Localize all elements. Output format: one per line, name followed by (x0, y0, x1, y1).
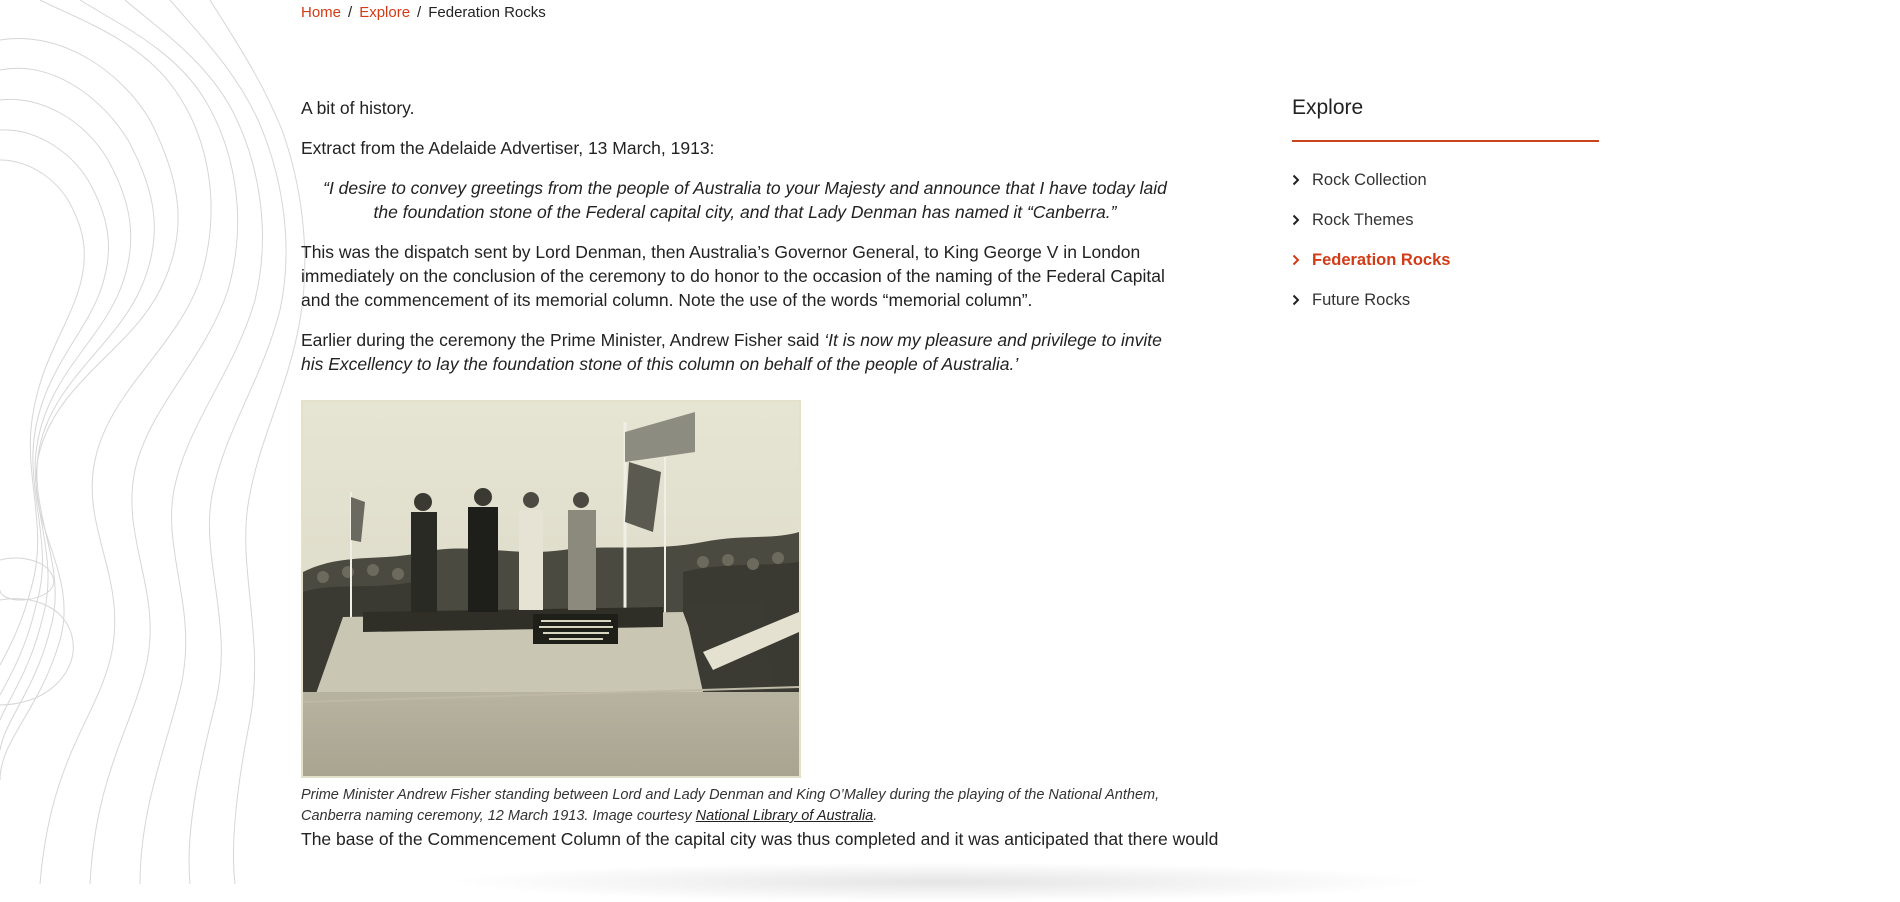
closing-paragraph: The base of the Commencement Column of the capital city was thus completed and it was anticipated that there would (301, 829, 1219, 849)
breadcrumb-separator: / (417, 4, 422, 21)
sidebar-item-future-rocks[interactable] (1292, 280, 1599, 320)
caption-text: Prime Minister Andrew Fisher standing between Lord and Lady Denman and King O’Malley during the playing of the National Anthem, Canberra naming ceremony, 12 March 1913. Image courtesy (301, 787, 1160, 824)
chevron-right-icon (1292, 214, 1302, 226)
sidebar-item-label: Rock Collection (1312, 170, 1427, 189)
sidebar-item-rock-themes[interactable] (1292, 200, 1599, 240)
sidebar-item-label: Future Rocks (1312, 290, 1411, 309)
explore-sidebar (1292, 96, 1599, 320)
chevron-right-icon (1292, 294, 1302, 306)
dispatch-quote: “I desire to convey greetings from the people of Australia to your Majesty and announce that I have today laid the foundation stone of the Federal capital city, and that Lady Denman has named it “Canberra.” (323, 178, 1167, 222)
article-content (301, 96, 1219, 867)
dispatch-paragraph: This was the dispatch sent by Lord Denman, then Australia’s Governor General, to King George V in London immediately on the conclusion of the ceremony to do honor to the occasion of the naming of the Federal Capital and the commencement of its memorial column. Note the use of the words “memorial column”. (301, 242, 1165, 310)
intro-paragraph: A bit of history. (301, 98, 415, 118)
breadcrumb-home-link[interactable]: Home (301, 4, 342, 21)
sidebar-item-rock-collection[interactable] (1292, 160, 1599, 200)
topographic-background (0, 0, 330, 884)
breadcrumb (301, 4, 546, 21)
breadcrumb-current: Federation Rocks (428, 4, 546, 21)
sidebar-title: Explore (1292, 96, 1599, 142)
breadcrumb-explore-link[interactable]: Explore (359, 4, 411, 21)
sidebar-item-label: Federation Rocks (1312, 250, 1451, 269)
fisher-paragraph (301, 328, 1189, 376)
sidebar-item-label: Rock Themes (1312, 210, 1414, 229)
sidebar-item-federation-rocks[interactable] (1292, 240, 1599, 280)
chevron-right-icon (1292, 174, 1302, 186)
chevron-right-icon (1292, 254, 1302, 266)
sidebar-menu (1292, 160, 1599, 320)
fisher-intro: Earlier during the ceremony the Prime Minister, Andrew Fisher said (301, 330, 825, 350)
bottom-shadow (440, 862, 1440, 902)
caption-nla-link[interactable]: National Library of Australia (695, 808, 874, 824)
caption-end: . (873, 808, 878, 824)
fisher-quote: ‘It is now my pleasure and privilege to invite his Excellency to lay the foundation stone of this column on behalf of the people of Australia.’ (301, 330, 1162, 374)
historic-photo (301, 400, 801, 778)
breadcrumb-separator: / (348, 4, 353, 21)
extract-heading: Extract from the Adelaide Advertiser, 13 March, 1913: (301, 138, 715, 158)
photo-caption (301, 785, 1189, 827)
